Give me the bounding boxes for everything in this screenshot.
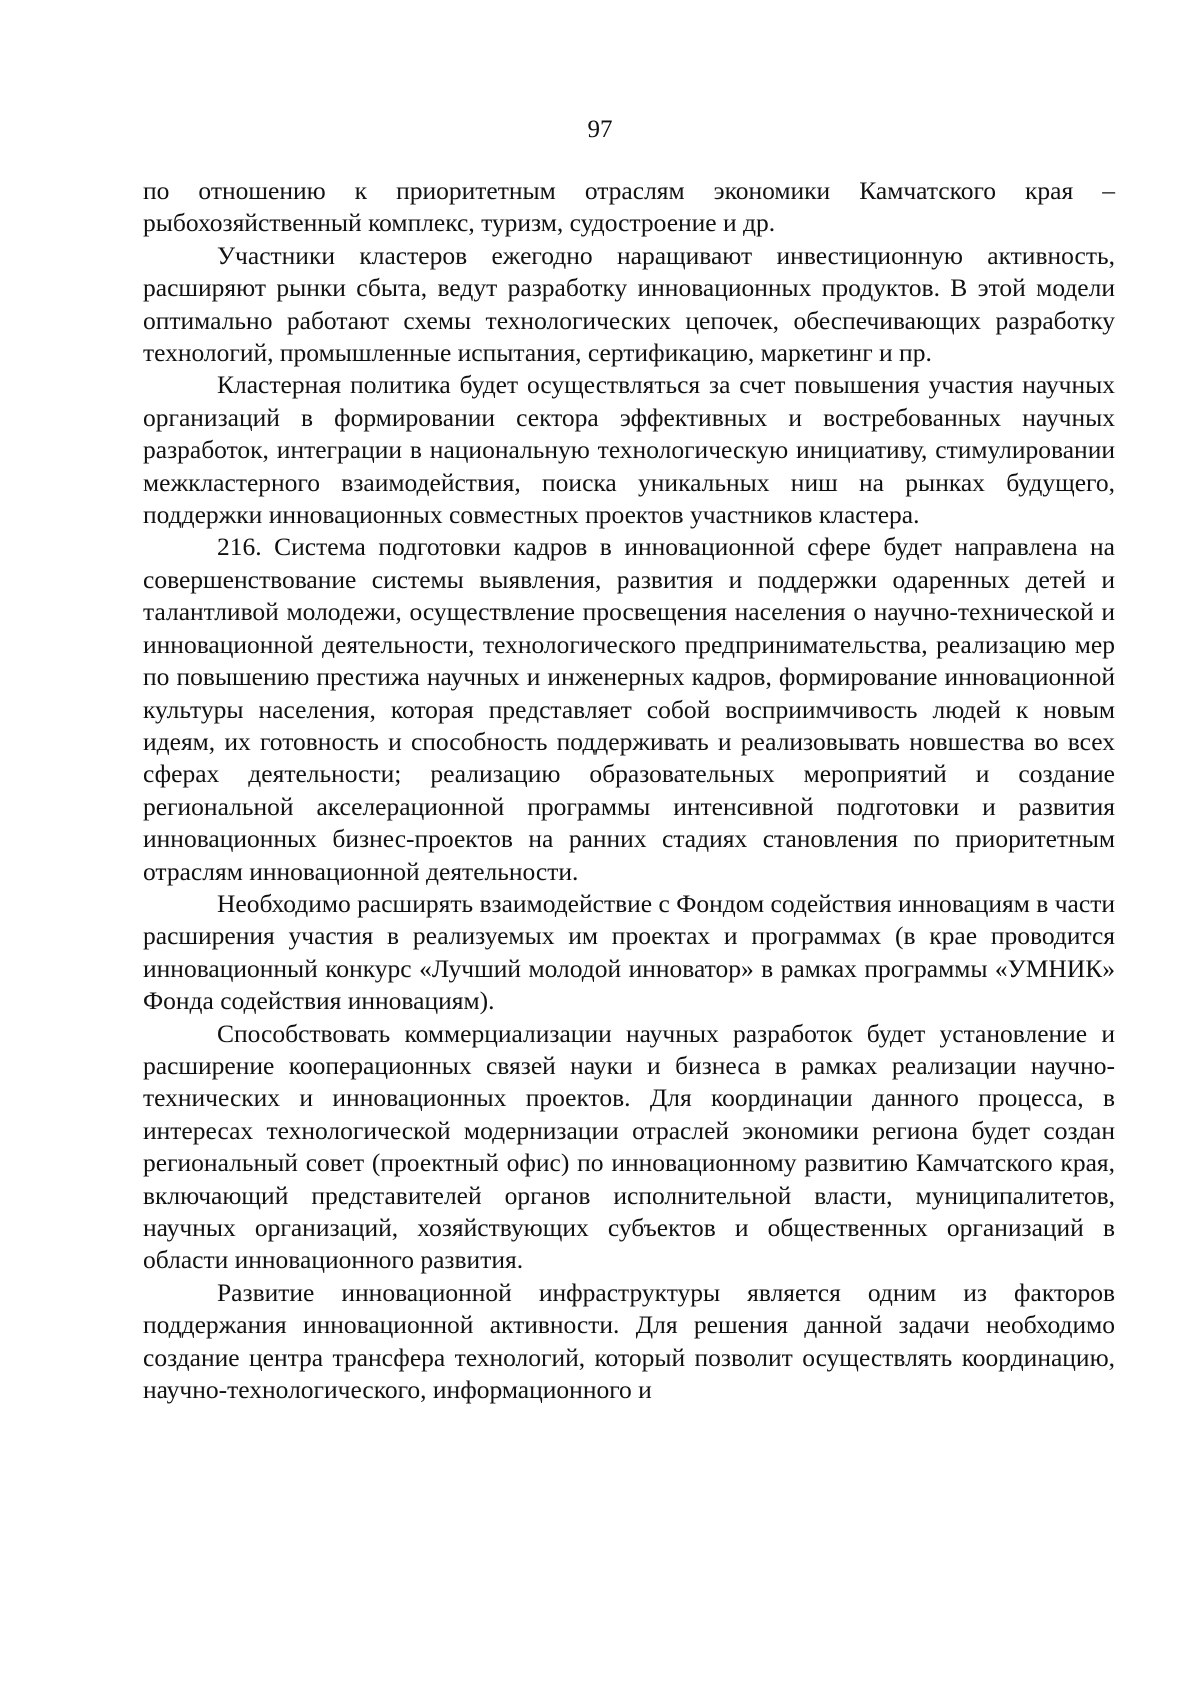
paragraph-216-personnel-training: 216. Система подготовки кадров в инновационной сфере будет направлена на совершенствование системы выявления, развития и поддержки одаренных детей и талантливой молодежи, осуществление просвещения населения о научно-технической и инновационной деятельности, технологического предпринимательства, реализацию мер по повышению престижа научных и инженерных кадров, формирование инновационной культуры населения, которая представляет собой восприимчивость людей к новым идеям, их готовность и способность поддерживать и реализовывать новшества во всех сферах деятельности; реализацию образовательных мероприятий и создание региональной акселерационной программы интенсивной подготовки и развития инновационных бизнес-проектов на ранних стадиях становления по приоритетным отраслям инновационной деятельности. bbox=[143, 532, 1115, 886]
document-body bbox=[143, 175, 1115, 1406]
paragraph-cluster-participants: Участники кластеров ежегодно наращивают инвестиционную активность, расширяют рынки сбыта, ведут разработку инновационных продуктов. В этой модели оптимально работают схемы технологических цепочек, обеспечивающих разработку технологий, промышленные испытания, сертификацию, маркетинг и пр. bbox=[143, 240, 1115, 368]
paragraph-infrastructure: Развитие инновационной инфраструктуры является одним из факторов поддержания инновационной активности. Для решения данной задачи необходимо создание центра трансфера технологий, который позволит осуществлять координацию, научно-технологического, информационного и bbox=[143, 1277, 1115, 1405]
paragraph-innovation-fund: Необходимо расширять взаимодействие с Фондом содействия инновациям в части расширения участия в реализуемых им проектах и программах (в крае проводится инновационный конкурс «Лучший молодой инноватор» в рамках программы «УМНИК» Фонда содействия инновациям). bbox=[143, 888, 1115, 1016]
paragraph-cluster-policy: Кластерная политика будет осуществляться за счет повышения участия научных организаций в формировании сектора эффективных и востребованных научных разработок, интеграции в национальную технологическую инициативу, стимулировании межкластерного взаимодействия, поиска уникальных ниш на рынках будущего, поддержки инновационных совместных проектов участников кластера. bbox=[143, 370, 1115, 530]
paragraph-commercialization: Способствовать коммерциализации научных разработок будет установление и расширение кооперационных связей науки и бизнеса в рамках реализации научно-технических и инновационных проектов. Для координации данного процесса, в интересах технологической модернизации отраслей экономики региона будет создан региональный совет (проектный офис) по инновационному развитию Камчатского края, включающий представителей органов исполнительной власти, муниципалитетов, научных организаций, хозяйствующих субъектов и общественных организаций в области инновационного развития. bbox=[143, 1018, 1115, 1275]
paragraph-continuation: по отношению к приоритетным отраслям экономики Камчатского края – рыбохозяйственный комплекс, туризм, судостроение и др. bbox=[143, 176, 1115, 238]
page-number: 97 bbox=[587, 116, 613, 143]
